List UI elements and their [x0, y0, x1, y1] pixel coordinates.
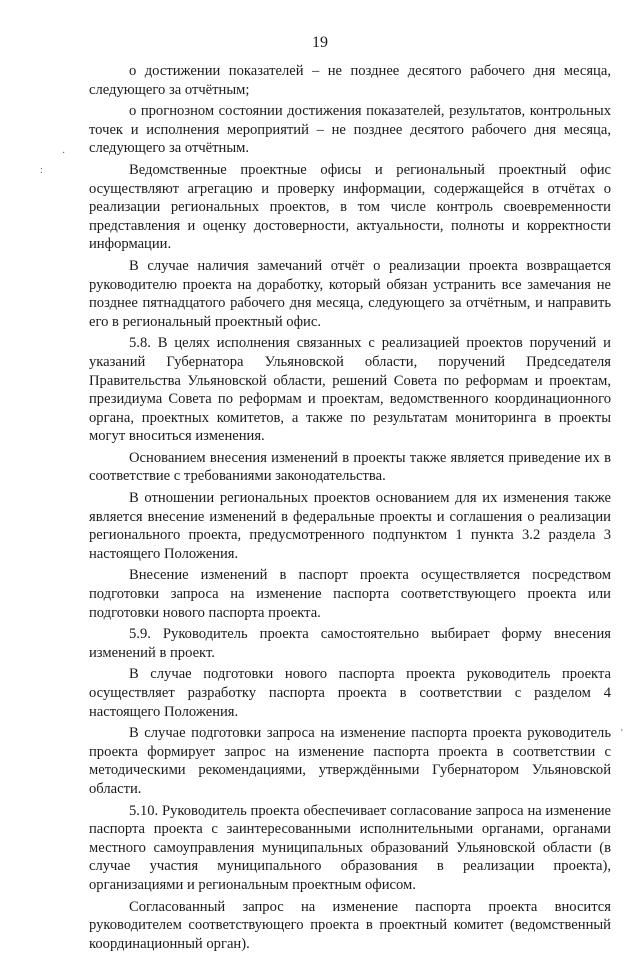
paragraph: 5.10. Руководитель проекта обеспечивает согласование запроса на изменение паспорта проекта с заинтересованными исполнительными органами, органами местного самоуправления муниципальных образований Ульяновской области (в случае участия муниципального образования в реализации проекта), организациями и региональным проектным офисом.	[89, 802, 611, 893]
page-number: 19	[312, 34, 328, 51]
scan-speck: ·	[62, 148, 66, 159]
paragraph: В случае наличия замечаний отчёт о реализации проекта возвращается руководителю проекта на доработку, который обязан устранить все замечания не позднее пятнадцатого рабочего дня месяца, следующего за отчётным, и направить его в региональный проектный офис.	[89, 257, 611, 330]
paragraph: Ведомственные проектные офисы и региональный проектный офис осуществляют агрегацию и проверку информации, содержащейся в отчётах о реализации региональных проектов, в том числе контроль своевременности представления и оценку достоверности, актуальности, полноты и корректности информации.	[89, 161, 611, 253]
paragraph: о достижении показателей – не позднее десятого рабочего дня месяца, следующего за отчётным;	[89, 63, 611, 98]
paragraph: В случае подготовки запроса на изменение паспорта проекта руководитель проекта формирует запрос на изменение паспорта проекта в соответствии с методическими рекомендациями, утверждёнными Губернатором Ульяновской области.	[89, 725, 611, 797]
paragraph: о прогнозном состоянии достижения показателей, результатов, контрольных точек и исполнения мероприятий – не позднее десятого рабочего дня месяца, следующего за отчётным.	[89, 103, 611, 157]
scan-speck: :	[40, 165, 43, 176]
paragraph: Основанием внесения изменений в проекты также является приведение их в соответствие с требованиями законодательства.	[89, 449, 611, 485]
paragraph: 5.9. Руководитель проекта самостоятельно выбирает форму внесения изменений в проект.	[89, 626, 611, 661]
paragraph: Внесение изменений в паспорт проекта осуществляется посредством подготовки запроса на изменение паспорта соответствующего проекта или подготовки нового паспорта проекта.	[89, 567, 611, 621]
paragraph: Согласованный запрос на изменение паспорта проекта вносится руководителем соответствующего проекта в проектный комитет (ведомственный координационный орган).	[89, 898, 611, 952]
document-body	[89, 62, 611, 956]
scan-speck: '	[621, 728, 623, 739]
paragraph: В случае подготовки нового паспорта проекта руководитель проекта осуществляет разработку паспорта проекта в соответствии с разделом 4 настоящего Положения.	[89, 666, 611, 720]
paragraph: 5.8. В целях исполнения связанных с реализацией проектов поручений и указаний Губернатора Ульяновской области, поручений Председателя Правительства Ульяновской области, решений Совета по реформам и проектам, президиума Совета по реформам и проектам, ведомственного координационного органа, проектных комитетов, а также по результатам мониторинга в проекты могут вноситься изменения.	[89, 335, 611, 445]
paragraph: В отношении региональных проектов основанием для их изменения также является внесение изменений в федеральные проекты и соглашения о реализации регионального проекта, предусмотренного подпунктом 1 пункта 3.2 раздела 3 настоящего Положения.	[89, 490, 611, 562]
